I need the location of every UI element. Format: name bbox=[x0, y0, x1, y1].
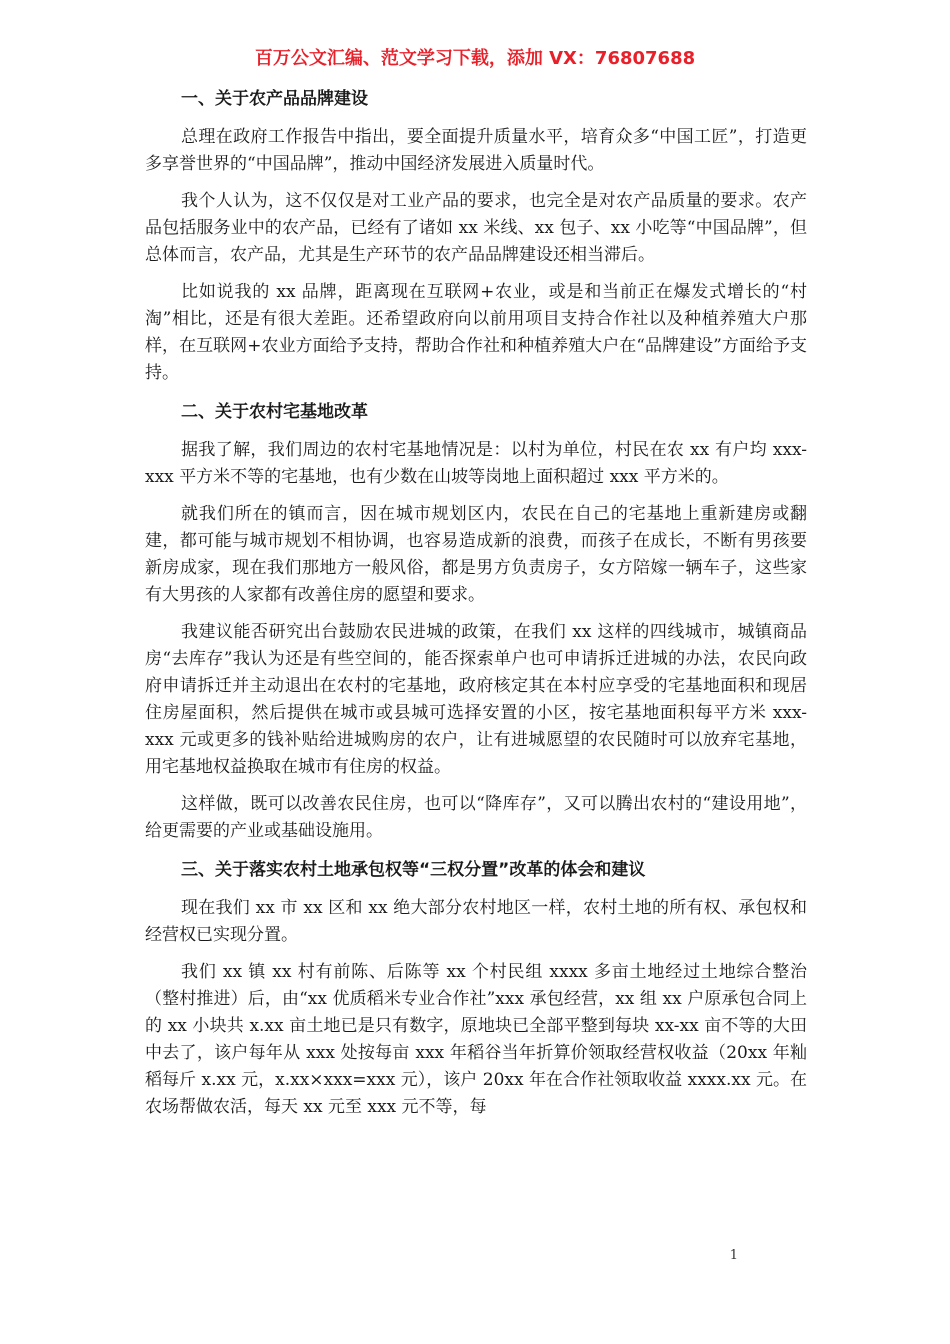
section-1 bbox=[145, 86, 807, 387]
paragraph: 据我了解，我们周边的农村宅基地情况是：以村为单位，村民在农 xx 有户均 xxx-xxx 平方米不等的宅基地，也有少数在山坡等岗地上面积超过 xxx 平方米的。 bbox=[145, 440, 807, 487]
document-body bbox=[145, 86, 807, 1121]
section-heading: 一、关于农产品品牌建设 bbox=[181, 89, 368, 109]
section-heading: 三、关于落实农村土地承包权等“三权分置”改革的体会和建议 bbox=[181, 860, 646, 880]
section-heading: 二、关于农村宅基地改革 bbox=[181, 402, 368, 422]
section-3 bbox=[145, 857, 807, 1121]
paragraph: 我建议能否研究出台鼓励农民进城的政策，在我们 xx 这样的四线城市，城镇商品房“去库存”我认为还是有些空间的，能否探索单户也可申请拆迁进城的办法，农民向政府申请拆迁并主动退出在农村的宅基地，政府核定其在本村应享受的宅基地面积和现居住房屋面积，然后提供在城市或县城可选择安置的小区，按宅基地面积每平方米 xxx-xxx 元或更多的钱补贴给进城购房的农户，让有进城愿望的农民随时可以放弃宅基地，用宅基地权益换取在城市有住房的权益。 bbox=[145, 622, 807, 777]
page-number: 1 bbox=[729, 1248, 738, 1263]
section-2 bbox=[145, 399, 807, 845]
paragraph: 总理在政府工作报告中指出，要全面提升质量水平，培育众多“中国工匠”，打造更多享誉世界的“中国品牌”，推动中国经济发展进入质量时代。 bbox=[145, 127, 807, 174]
watermark-banner: 百万公文汇编、范文学习下载，添加 VX：76807688 bbox=[254, 48, 696, 69]
paragraph: 这样做，既可以改善农民住房，也可以“降库存”，又可以腾出农村的“建设用地”，给更需要的产业或基础设施用。 bbox=[145, 794, 807, 841]
paragraph: 比如说我的 xx 品牌，距离现在互联网+农业，或是和当前正在爆发式增长的“村淘”相比，还是有很大差距。还希望政府向以前用项目支持合作社以及种植养殖大户那样，在互联网+农业方面给予支持，帮助合作社和种植养殖大户在“品牌建设”方面给予支持。 bbox=[145, 282, 807, 383]
paragraph: 就我们所在的镇而言，因在城市规划区内，农民在自己的宅基地上重新建房或翻建，都可能与城市规划不相协调，也容易造成新的浪费，而孩子在成长，不断有男孩要新房成家，现在我们那地方一般风俗，都是男方负责房子，女方陪嫁一辆车子，这些家有大男孩的人家都有改善住房的愿望和要求。 bbox=[145, 504, 807, 605]
paragraph: 现在我们 xx 市 xx 区和 xx 绝大部分农村地区一样，农村土地的所有权、承包权和经营权已实现分置。 bbox=[145, 898, 807, 945]
paragraph: 我个人认为，这不仅仅是对工业产品的要求，也完全是对农产品质量的要求。农产品包括服务业中的农产品，已经有了诸如 xx 米线、xx 包子、xx 小吃等“中国品牌”，但总体而言，农产品，尤其是生产环节的农产品品牌建设还相当滞后。 bbox=[145, 191, 807, 265]
paragraph: 我们 xx 镇 xx 村有前陈、后陈等 xx 个村民组 xxxx 多亩土地经过土地综合整治（整村推进）后，由“xx 优质稻米专业合作社”xxx 承包经营，xx 组 xx 户原承包合同上的 xx 小块共 x.xx 亩土地已是只有数字，原地块已全部平整到每块 xx-xx 亩不等的大田中去了，该户每年从 xxx 处按每亩 xxx 年稻谷当年折算价领取经营权收益（20xx 年籼稻每斤 x.xx 元，x.xx×xxx=xxx 元），该户 20xx 年在合作社领取收益 xxxx.xx 元。在农场帮做农活，每天 xx 元至 xxx 元不等，每 bbox=[145, 962, 807, 1117]
